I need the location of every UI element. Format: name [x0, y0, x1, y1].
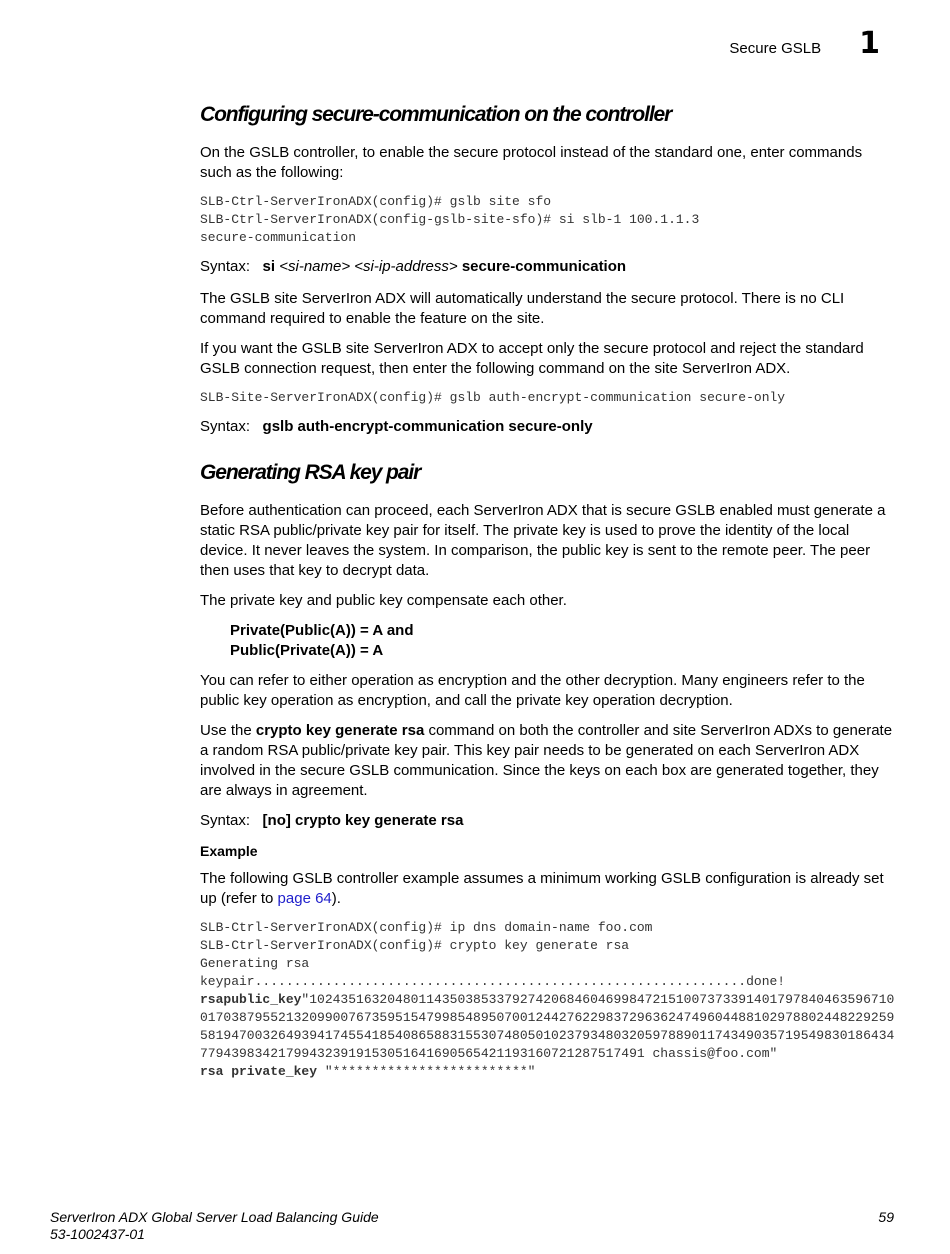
code-block-secure-only: SLB-Site-ServerIronADX(config)# gslb auth-encrypt-communication secure-only [200, 390, 786, 405]
formula-block [230, 621, 895, 661]
paragraph-secure-only: If you want the GSLB site ServerIron ADX to accept only the secure protocol and reject the standard GSLB connection request, then enter the following command on the site ServerIron ADX. [200, 340, 864, 377]
text-fragment: command on both the controller and site ServerIron ADXs to generate a random RSA public/private key pair. This key pair needs to be generated on each ServerIron ADX involved in the secure GSLB communication. Since the keys on each box are generated together, they are always in agreement. [200, 722, 893, 799]
intro-paragraph: On the GSLB controller, to enable the secure protocol instead of the standard one, enter commands such as the following: [200, 144, 863, 181]
header-title: Secure GSLB [729, 40, 822, 57]
page-content [200, 103, 895, 1091]
section-heading-secure-communication: Configuring secure-communication on the controller [200, 103, 672, 126]
syntax-arg-si-name: <si-name> [279, 258, 351, 275]
text-fragment: The following GSLB controller example assumes a minimum working GSLB configuration is already set up (refer to [200, 870, 884, 907]
paragraph-compensate: The private key and public key compensate each other. [200, 592, 567, 609]
syntax-command: gslb auth-encrypt-communication secure-only [262, 418, 593, 435]
footer-page-number: 59 [878, 1209, 894, 1225]
text-fragment: ). [331, 890, 341, 907]
syntax-label: Syntax: [200, 418, 251, 435]
paragraph-example [200, 869, 895, 909]
formula-line-1: Private(Public(A)) = A and [230, 622, 414, 639]
syntax-arg-si-ip: <si-ip-address> [354, 258, 458, 275]
syntax-tail: secure-communication [461, 258, 627, 275]
chapter-number: 1 [859, 26, 880, 61]
example-heading: Example [200, 843, 258, 859]
text-fragment: Use the [200, 722, 252, 739]
syntax-crypto-key [200, 811, 895, 831]
pubkey-label: rsapublic_key [200, 992, 302, 1007]
page-header [729, 26, 880, 61]
syntax-command: [no] crypto key generate rsa [262, 812, 464, 829]
syntax-label: Syntax: [200, 258, 251, 275]
inline-command: crypto key generate rsa [255, 722, 425, 739]
paragraph-use-crypto [200, 721, 895, 801]
paragraph-encryption: You can refer to either operation as encryption and the other decryption. Many engineers refer to the public key operation as encryption, and call the private key operation decryption. [200, 672, 865, 709]
pubkey-value: "1024351632048011435038533792742068460469984721510073733914017978404635967100170387955213209900767359515479985489507001244276229837296362474960448810297880244822925958194700326493941745541854086588315530748050102379348032059788901174349035719549830186434779439834217994323919153051641690565421193160721287517491 chassis@foo.com" [200, 992, 895, 1061]
syntax-label: Syntax: [200, 812, 251, 829]
page-link[interactable]: page 64 [277, 890, 332, 907]
code-lines: SLB-Ctrl-ServerIronADX(config)# ip dns domain-name foo.com SLB-Ctrl-ServerIronADX(config)# crypto key generate rsa Generating rsa keypair...............................................................done! [200, 920, 786, 989]
footer-guide-title: ServerIron ADX Global Server Load Balancing Guide [50, 1209, 379, 1225]
code-block-gslb-site: SLB-Ctrl-ServerIronADX(config)# gslb site sfo SLB-Ctrl-ServerIronADX(config-gslb-site-sfo)# si slb-1 100.1.1.3 secure-communication [200, 194, 700, 245]
formula-line-2: Public(Private(A)) = A [230, 642, 384, 659]
syntax-auth-encrypt [200, 417, 895, 437]
privkey-label: rsa private_key [200, 1064, 318, 1079]
syntax-command: si [262, 258, 276, 275]
footer-doc-number: 53-1002437-01 [50, 1226, 145, 1242]
code-block-crypto [200, 919, 895, 1081]
privkey-value: "*************************" [324, 1064, 536, 1079]
paragraph-before-auth: Before authentication can proceed, each ServerIron ADX that is secure GSLB enabled must generate a static RSA public/private key pair for itself. The private key is used to prove the identity of the local device. It never leaves the system. In comparison, the public key is sent to the remote peer. The peer then uses that key to decrypt data. [200, 502, 886, 579]
syntax-si [200, 257, 895, 277]
page-footer [50, 1209, 894, 1243]
section-heading-rsa: Generating RSA key pair [200, 461, 421, 484]
paragraph-auto-understand: The GSLB site ServerIron ADX will automatically understand the secure protocol. There is no CLI command required to enable the feature on the site. [200, 290, 845, 327]
